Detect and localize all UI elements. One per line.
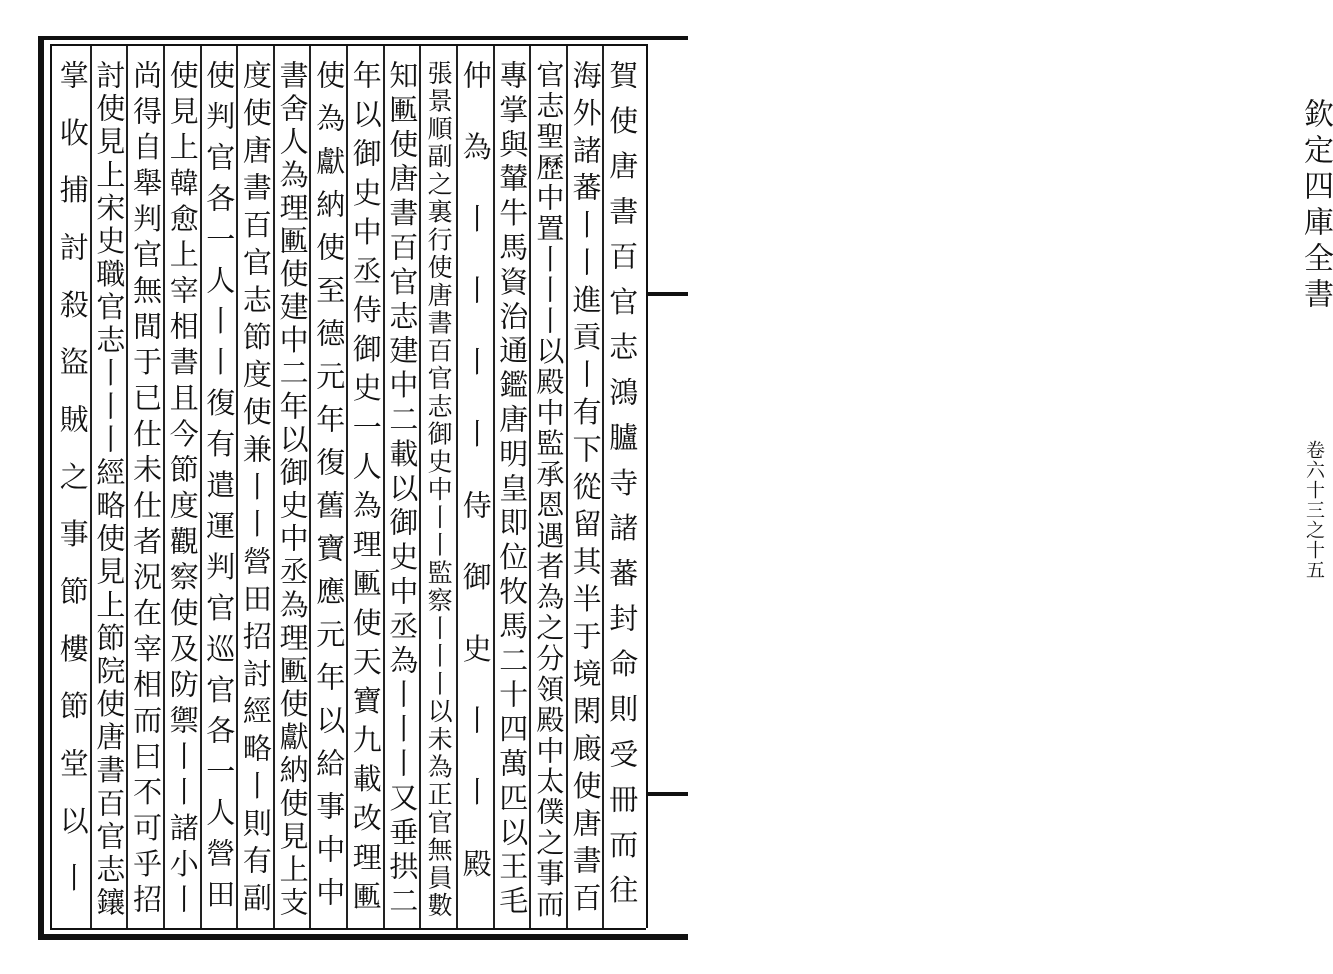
text-column-6: 張景順副之裏行使唐書百官志御史中丨丨監察丨丨丨以未為正官無員數 [424,60,454,920]
column-rule [419,46,421,928]
column-rule [383,46,385,928]
text-column-12: 使判官各一人丨丨復有遣運判官巡官各一人營田 [202,60,237,920]
text-column-3: 官志聖歷中置丨丨丨以殿中監承恩遇者為之分領殿中太僕之事而 [532,60,566,920]
text-column-1: 賀使唐書百官志鴻臚寺諸蕃封命則受冊而往 [605,60,640,920]
text-column-14: 尚得自舉判官無間于已仕未仕者況在宰相而曰不可乎招 [129,60,164,920]
column-rule [456,46,458,928]
text-column-16: 掌收捕討殺盜賊之事節樓節堂以丨 [55,60,90,920]
text-column-9: 使為獻納使至德元年復舊寶應元年以給事中中 [312,60,347,920]
text-column-2: 海外諸蕃丨丨進貢丨有下從留其半于境閑廄使唐書百 [568,60,603,920]
text-column-7: 知匭使唐書百官志建中二載以御史中丞為丨丨丨又垂拱二 [385,60,420,920]
page-spine [646,40,1333,934]
column-rule [236,46,238,928]
column-rule [346,46,348,928]
book-title: 欽定四庫全書 [1298,98,1333,314]
border-left [38,36,44,940]
column-rule [90,46,92,928]
column-rule [602,46,604,928]
text-column-13: 使見上韓愈上宰相書且今節度觀察使及防禦丨丨諸小丨 [165,60,200,920]
column-rule [273,46,275,928]
volume-label: 卷六十三之十五 [1303,440,1325,580]
text-column-5: 仲為丨丨丨丨侍御史丨丨殿 [458,60,493,921]
text-column-11: 度使唐書百官志節度使兼丨丨營田招討經略丨則有副 [238,60,273,920]
border-bottom [38,934,688,940]
text-column-8: 年以御史中丞侍御史一人為理匭使天寶九載改理匭 [348,60,383,920]
column-rule [529,46,531,928]
border-bottom-inner [50,928,646,930]
column-rule [566,46,568,928]
column-rule [309,46,311,928]
text-column-4: 專掌與輦牛馬資治通鑑唐明皇即位牧馬二十四萬匹以王毛 [495,60,530,920]
text-column-10: 書舍人為理匭使建中二年以御史中丞為理匭使獻納使見上支 [275,60,310,921]
column-rule [163,46,165,928]
border-left-inner [50,44,52,930]
column-rule [493,46,495,928]
column-rule [126,46,128,928]
border-top-inner [50,44,646,46]
column-rule [200,46,202,928]
border-top [38,36,688,40]
text-column-15: 討使見上宋史職官志丨丨丨經略使見上節院使唐書百官志鑲 [92,60,127,921]
